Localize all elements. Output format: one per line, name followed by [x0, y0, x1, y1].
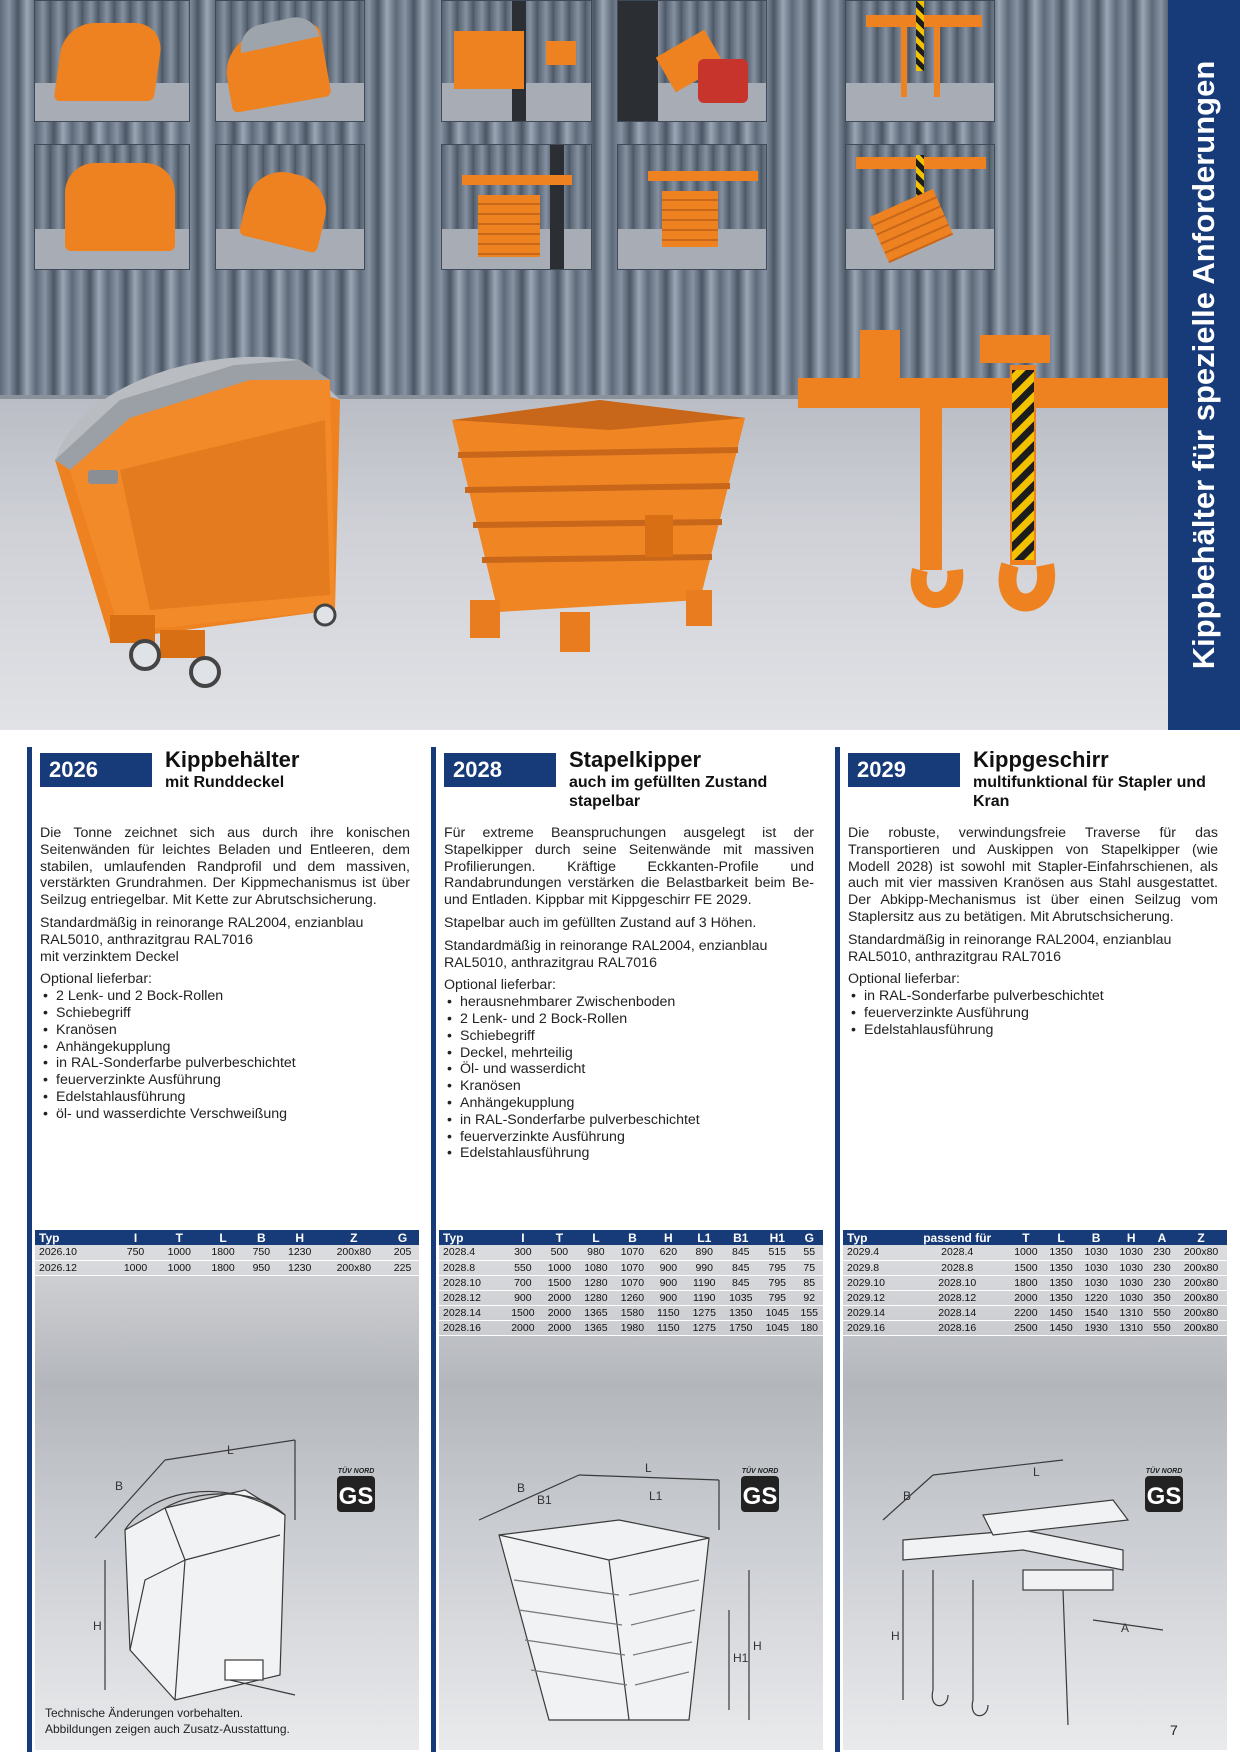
list-item: • feuerverzinkte Ausführung: [848, 1005, 1218, 1022]
table-cell: 2029.4: [843, 1245, 906, 1260]
column-header: L: [1043, 1230, 1078, 1245]
table-cell: 1000: [541, 1260, 578, 1275]
table-cell: 1350: [1043, 1290, 1078, 1305]
product-title: Stapelkipper: [569, 747, 702, 772]
table-cell: 980: [578, 1245, 615, 1260]
table-cell: 795: [759, 1260, 796, 1275]
table-cell: 1500: [1008, 1260, 1043, 1275]
optional-heading: Optional lieferbar:: [444, 977, 556, 994]
table-cell: 700: [505, 1275, 542, 1290]
table-cell: 2028.14: [439, 1305, 505, 1320]
column-header: I: [114, 1230, 158, 1245]
table-row: [439, 1245, 823, 1260]
optional-heading: Optional lieferbar:: [40, 971, 152, 988]
table-cell: 155: [796, 1305, 823, 1320]
list-item: • herausnehmbarer Zwischenboden: [444, 994, 814, 1011]
gs-certification-logo: [327, 1464, 385, 1514]
list-item: • in RAL-Sonderfarbe pulverbeschichtet: [848, 988, 1218, 1005]
table-row: [35, 1245, 419, 1260]
list-item: • Anhängekupplung: [40, 1039, 410, 1056]
table-cell: 1350: [723, 1305, 760, 1320]
spec-table-panel: [439, 1230, 823, 1750]
standard-line: Standardmäßig in reinorange RAL2004, enzianblau: [40, 914, 364, 931]
table-cell: 795: [759, 1275, 796, 1290]
product-code-badge: 2028: [444, 753, 556, 787]
table-cell: 1450: [1043, 1305, 1078, 1320]
table-cell: 230: [1149, 1260, 1175, 1275]
list-item: • Schiebegriff: [444, 1028, 814, 1045]
table-cell: 225: [386, 1260, 419, 1275]
optional-list: [40, 988, 410, 1122]
list-item: • 2 Lenk- und 2 Bock-Rollen: [40, 988, 410, 1005]
table-cell: 1365: [578, 1305, 615, 1320]
table-cell: 1500: [505, 1305, 542, 1320]
table-cell: 1220: [1079, 1290, 1114, 1305]
table-cell: 550: [505, 1260, 542, 1275]
dimension-label: H: [891, 1629, 900, 1643]
table-row: [439, 1305, 823, 1320]
table-cell: 2028.8: [439, 1260, 505, 1275]
table-cell: 1540: [1079, 1305, 1114, 1320]
column-header: Typ: [439, 1230, 505, 1245]
product-description-block: [40, 825, 410, 1123]
table-cell: 2028.4: [439, 1245, 505, 1260]
spec-table-panel: [35, 1230, 419, 1750]
product-subtitle: multifunktional für Stapler und Kran: [973, 774, 1206, 810]
column-header: G: [796, 1230, 823, 1245]
table-cell: 2028.8: [906, 1260, 1008, 1275]
product-title: Kippgeschirr: [973, 747, 1109, 772]
table-cell: 1190: [686, 1290, 723, 1305]
side-title-text: Kippbehälter für spezielle Anforderungen: [1186, 60, 1221, 670]
column-header: Z: [1175, 1230, 1227, 1245]
table-cell: 2029.14: [843, 1305, 906, 1320]
table-cell: 180: [796, 1320, 823, 1335]
dimension-label: L1: [649, 1489, 663, 1503]
table-cell: 1000: [157, 1245, 201, 1260]
list-item: • Anhängekupplung: [444, 1095, 814, 1112]
column-header: B1: [723, 1230, 760, 1245]
column-header: A: [1149, 1230, 1175, 1245]
table-cell: 900: [651, 1290, 686, 1305]
table-row: [843, 1305, 1227, 1320]
standard-line: RAL5010, anthrazitgrau RAL7016: [848, 948, 1061, 965]
list-item: • Schiebegriff: [40, 1005, 410, 1022]
dimension-label: L: [1033, 1465, 1040, 1479]
optional-list: [848, 988, 1218, 1038]
table-row: [843, 1245, 1227, 1260]
table-cell: 1280: [578, 1275, 615, 1290]
table-cell: 200x80: [1175, 1275, 1227, 1290]
column-accent-bar: [27, 747, 32, 1752]
standard-colors: [40, 915, 410, 965]
table-cell: 2028.12: [906, 1290, 1008, 1305]
table-cell: 200x80: [1175, 1305, 1227, 1320]
table-cell: 1500: [541, 1275, 578, 1290]
table-cell: 200x80: [1175, 1290, 1227, 1305]
table-cell: 200x80: [1175, 1245, 1227, 1260]
table-cell: 2029.10: [843, 1275, 906, 1290]
footnote: [45, 1705, 290, 1737]
column-header: L: [578, 1230, 615, 1245]
side-title: [1168, 0, 1240, 730]
list-item: • Öl- und wasserdicht: [444, 1061, 814, 1078]
table-cell: 300: [505, 1245, 542, 1260]
table-row: [439, 1320, 823, 1335]
column-header: L: [201, 1230, 245, 1245]
table-cell: 750: [245, 1245, 278, 1260]
dimension-label: L: [645, 1461, 652, 1475]
spec-table-panel: [843, 1230, 1227, 1750]
table-cell: 2026.10: [35, 1245, 114, 1260]
column-header: H1: [759, 1230, 796, 1245]
certification-mark: GS: [338, 1483, 374, 1510]
table-cell: 1030: [1079, 1275, 1114, 1290]
dimension-label: B1: [537, 1493, 552, 1507]
table-cell: 1190: [686, 1275, 723, 1290]
list-item: • Edelstahlausführung: [848, 1022, 1218, 1039]
table-cell: 1035: [723, 1290, 760, 1305]
table-cell: 890: [686, 1245, 723, 1260]
table-cell: 845: [723, 1260, 760, 1275]
table-cell: 55: [796, 1245, 823, 1260]
standard-line: RAL5010, anthrazitgrau RAL7016: [40, 931, 253, 948]
list-item: • Deckel, mehrteilig: [444, 1045, 814, 1062]
table-cell: 845: [723, 1275, 760, 1290]
table-cell: 1150: [651, 1305, 686, 1320]
standard-line: Standardmäßig in reinorange RAL2004, enzianblau: [848, 931, 1172, 948]
certification-label: TÜV NORD: [337, 1468, 375, 1475]
list-item: • Edelstahlausführung: [444, 1145, 814, 1162]
table-header-row: [843, 1230, 1227, 1245]
table-cell: 2000: [541, 1290, 578, 1305]
hero-photo: [0, 0, 1168, 730]
table-row: [35, 1260, 419, 1275]
list-item: • 2 Lenk- und 2 Bock-Rollen: [444, 1011, 814, 1028]
table-cell: 900: [505, 1290, 542, 1305]
table-cell: 550: [1149, 1320, 1175, 1335]
table-cell: 1030: [1114, 1290, 1149, 1305]
column-header: Typ: [843, 1230, 906, 1245]
footnote-line: Technische Änderungen vorbehalten.: [45, 1706, 244, 1720]
table-cell: 515: [759, 1245, 796, 1260]
table-cell: 2000: [1008, 1290, 1043, 1305]
table-cell: 1000: [114, 1260, 158, 1275]
table-cell: 1000: [1008, 1245, 1043, 1260]
table-cell: 750: [114, 1245, 158, 1260]
certification-label: TÜV NORD: [741, 1468, 779, 1475]
table-cell: 1230: [278, 1260, 322, 1275]
table-cell: 1365: [578, 1320, 615, 1335]
table-cell: 1800: [201, 1260, 245, 1275]
table-cell: 795: [759, 1290, 796, 1305]
table-cell: 230: [1149, 1275, 1175, 1290]
gs-certification-logo: [1135, 1464, 1193, 1514]
gs-certification-logo: [731, 1464, 789, 1514]
hero-products-illustration: [0, 0, 1168, 730]
column-header: H: [278, 1230, 322, 1245]
table-cell: 1275: [686, 1305, 723, 1320]
list-item: • feuerverzinkte Ausführung: [40, 1072, 410, 1089]
table-cell: 2500: [1008, 1320, 1043, 1335]
table-row: [843, 1275, 1227, 1290]
table-cell: 1275: [686, 1320, 723, 1335]
dimension-label: H1: [733, 1651, 749, 1665]
table-cell: 2029.16: [843, 1320, 906, 1335]
table-cell: 2028.16: [439, 1320, 505, 1335]
column-header: T: [1008, 1230, 1043, 1245]
product-description-block: [848, 825, 1218, 1039]
standard-line: RAL5010, anthrazitgrau RAL7016: [444, 954, 657, 971]
table-cell: 1230: [278, 1245, 322, 1260]
table-cell: 2028.4: [906, 1245, 1008, 1260]
column-header: Typ: [35, 1230, 114, 1245]
list-item: • Edelstahlausführung: [40, 1089, 410, 1106]
table-cell: 1000: [157, 1260, 201, 1275]
table-cell: 1930: [1079, 1320, 1114, 1335]
table-row: [843, 1320, 1227, 1335]
table-cell: 200x80: [1175, 1320, 1227, 1335]
table-cell: 550: [1149, 1305, 1175, 1320]
column-header: H: [651, 1230, 686, 1245]
table-cell: 1350: [1043, 1260, 1078, 1275]
table-cell: 1080: [578, 1260, 615, 1275]
table-cell: 1350: [1043, 1245, 1078, 1260]
table-cell: 2000: [541, 1305, 578, 1320]
table-cell: 200x80: [322, 1260, 387, 1275]
optional-heading: Optional lieferbar:: [848, 971, 960, 988]
table-cell: 1150: [651, 1320, 686, 1335]
column-header: Z: [322, 1230, 387, 1245]
table-cell: 1260: [614, 1290, 651, 1305]
product-description: Die robuste, verwindungsfreie Traverse für das Transportieren und Auskippen von Stapelkipper (wie Modell 2028) ist sowohl mit Stapler-Einfahrschienen, als auch mit vier massiven Kranösen aus Stahl ausgestattet. Der Abkipp-Mechanismus ist über einen Seilzug vom Staplersitz aus zu betätigen. Mit Abrutschsicherung.: [848, 825, 1218, 925]
column-header: passend für: [906, 1230, 1008, 1245]
table-header-row: [35, 1230, 419, 1245]
product-extra: Stapelbar auch im gefüllten Zustand auf 3 Höhen.: [444, 914, 757, 931]
product-title: Kippbehälter: [165, 747, 300, 772]
list-item: • in RAL-Sonderfarbe pulverbeschichtet: [444, 1112, 814, 1129]
table-cell: 2000: [541, 1320, 578, 1335]
table-cell: 1030: [1079, 1245, 1114, 1260]
table-cell: 2029.12: [843, 1290, 906, 1305]
list-item: • in RAL-Sonderfarbe pulverbeschichtet: [40, 1055, 410, 1072]
column-header: B: [614, 1230, 651, 1245]
standard-line: mit verzinktem Deckel: [40, 948, 179, 965]
standard-colors: [444, 938, 814, 972]
column-header: G: [386, 1230, 419, 1245]
certification-mark: GS: [742, 1483, 778, 1510]
column-header: B: [1079, 1230, 1114, 1245]
list-item: • öl- und wasserdichte Verschweißung: [40, 1106, 410, 1123]
table-cell: 620: [651, 1245, 686, 1260]
table-row: [843, 1260, 1227, 1275]
dimension-label: B: [115, 1479, 124, 1493]
table-cell: 2028.10: [439, 1275, 505, 1290]
table-cell: 1980: [614, 1320, 651, 1335]
table-cell: 2028.10: [906, 1275, 1008, 1290]
dimension-label: B: [903, 1489, 912, 1503]
column-header: T: [541, 1230, 578, 1245]
footnote-line: Abbildungen zeigen auch Zusatz-Ausstattung.: [45, 1722, 290, 1736]
table-cell: 1800: [1008, 1275, 1043, 1290]
spec-table: [35, 1230, 419, 1276]
column-header: B: [245, 1230, 278, 1245]
dimension-label: L: [227, 1443, 234, 1457]
table-cell: 950: [245, 1260, 278, 1275]
product-subtitle: auch im gefüllten Zustand stapelbar: [569, 774, 768, 810]
table-cell: 1280: [578, 1290, 615, 1305]
table-cell: 2029.8: [843, 1260, 906, 1275]
table-cell: 1045: [759, 1305, 796, 1320]
table-cell: 1310: [1114, 1305, 1149, 1320]
table-cell: 1350: [1043, 1275, 1078, 1290]
table-cell: 92: [796, 1290, 823, 1305]
table-cell: 75: [796, 1260, 823, 1275]
table-cell: 85: [796, 1275, 823, 1290]
dimension-label: A: [1121, 1621, 1130, 1635]
table-cell: 1070: [614, 1275, 651, 1290]
dimension-label: H: [93, 1619, 102, 1633]
optional-list: [444, 994, 814, 1162]
spec-table: [843, 1230, 1227, 1336]
dimension-label: B: [517, 1481, 526, 1495]
table-cell: 1030: [1114, 1245, 1149, 1260]
dimension-label: H: [753, 1639, 762, 1653]
certification-mark: GS: [1146, 1483, 1182, 1510]
table-cell: 1070: [614, 1245, 651, 1260]
table-cell: 845: [723, 1245, 760, 1260]
table-cell: 2026.12: [35, 1260, 114, 1275]
table-cell: 900: [651, 1275, 686, 1290]
table-cell: 500: [541, 1245, 578, 1260]
table-row: [439, 1290, 823, 1305]
table-header-row: [439, 1230, 823, 1245]
table-cell: 1450: [1043, 1320, 1078, 1335]
table-row: [439, 1260, 823, 1275]
standard-line: Standardmäßig in reinorange RAL2004, enzianblau: [444, 937, 768, 954]
table-cell: 1045: [759, 1320, 796, 1335]
column-accent-bar: [431, 747, 436, 1752]
list-item: • Kranösen: [40, 1022, 410, 1039]
product-code-badge: 2029: [848, 753, 960, 787]
column-header: T: [157, 1230, 201, 1245]
table-cell: 350: [1149, 1290, 1175, 1305]
table-cell: 200x80: [322, 1245, 387, 1260]
table-cell: 2028.16: [906, 1320, 1008, 1335]
table-cell: 2000: [505, 1320, 542, 1335]
table-cell: 1580: [614, 1305, 651, 1320]
table-row: [439, 1275, 823, 1290]
spec-table: [439, 1230, 823, 1336]
table-cell: 1030: [1079, 1260, 1114, 1275]
column-header: H: [1114, 1230, 1149, 1245]
product-subtitle: mit Runddeckel: [165, 774, 285, 791]
product-code-badge: 2026: [40, 753, 152, 787]
product-description-block: [444, 825, 814, 1162]
list-item: • Kranösen: [444, 1078, 814, 1095]
page-number: 7: [1170, 1722, 1178, 1738]
standard-colors: [848, 932, 1218, 966]
table-cell: 900: [651, 1260, 686, 1275]
table-cell: 2200: [1008, 1305, 1043, 1320]
table-cell: 230: [1149, 1245, 1175, 1260]
list-item: • feuerverzinkte Ausführung: [444, 1129, 814, 1146]
table-cell: 2028.14: [906, 1305, 1008, 1320]
column-header: L1: [686, 1230, 723, 1245]
product-description: Die Tonne zeichnet sich aus durch ihre konischen Seitenwänden für leichtes Beladen und Entleeren, dem stabilen, umlaufenden Randprofil und dem massiven, verstärkten Grundrahmen. Der Kippmechanismus ist über Seilzug entriegelbar. Mit Kette zur Abrutschsicherung.: [40, 825, 410, 909]
table-cell: 205: [386, 1245, 419, 1260]
table-cell: 1310: [1114, 1320, 1149, 1335]
product-description: Für extreme Beanspruchungen ausgelegt ist der Stapelkipper durch seine Seitenwände mit massiven Profilierungen. Kräftige Eckkanten-Profile und Randabrundungen verstärken die Belastbarkeit beim Be- und Entladen. Kippbar mit Kippgeschirr FE 2029.: [444, 825, 814, 909]
certification-label: TÜV NORD: [1145, 1468, 1183, 1475]
table-cell: 2028.12: [439, 1290, 505, 1305]
table-cell: 200x80: [1175, 1260, 1227, 1275]
column-header: I: [505, 1230, 542, 1245]
table-cell: 1800: [201, 1245, 245, 1260]
table-cell: 1030: [1114, 1275, 1149, 1290]
table-cell: 1070: [614, 1260, 651, 1275]
table-cell: 1030: [1114, 1260, 1149, 1275]
table-cell: 1750: [723, 1320, 760, 1335]
table-row: [843, 1290, 1227, 1305]
table-cell: 990: [686, 1260, 723, 1275]
column-accent-bar: [835, 747, 840, 1752]
